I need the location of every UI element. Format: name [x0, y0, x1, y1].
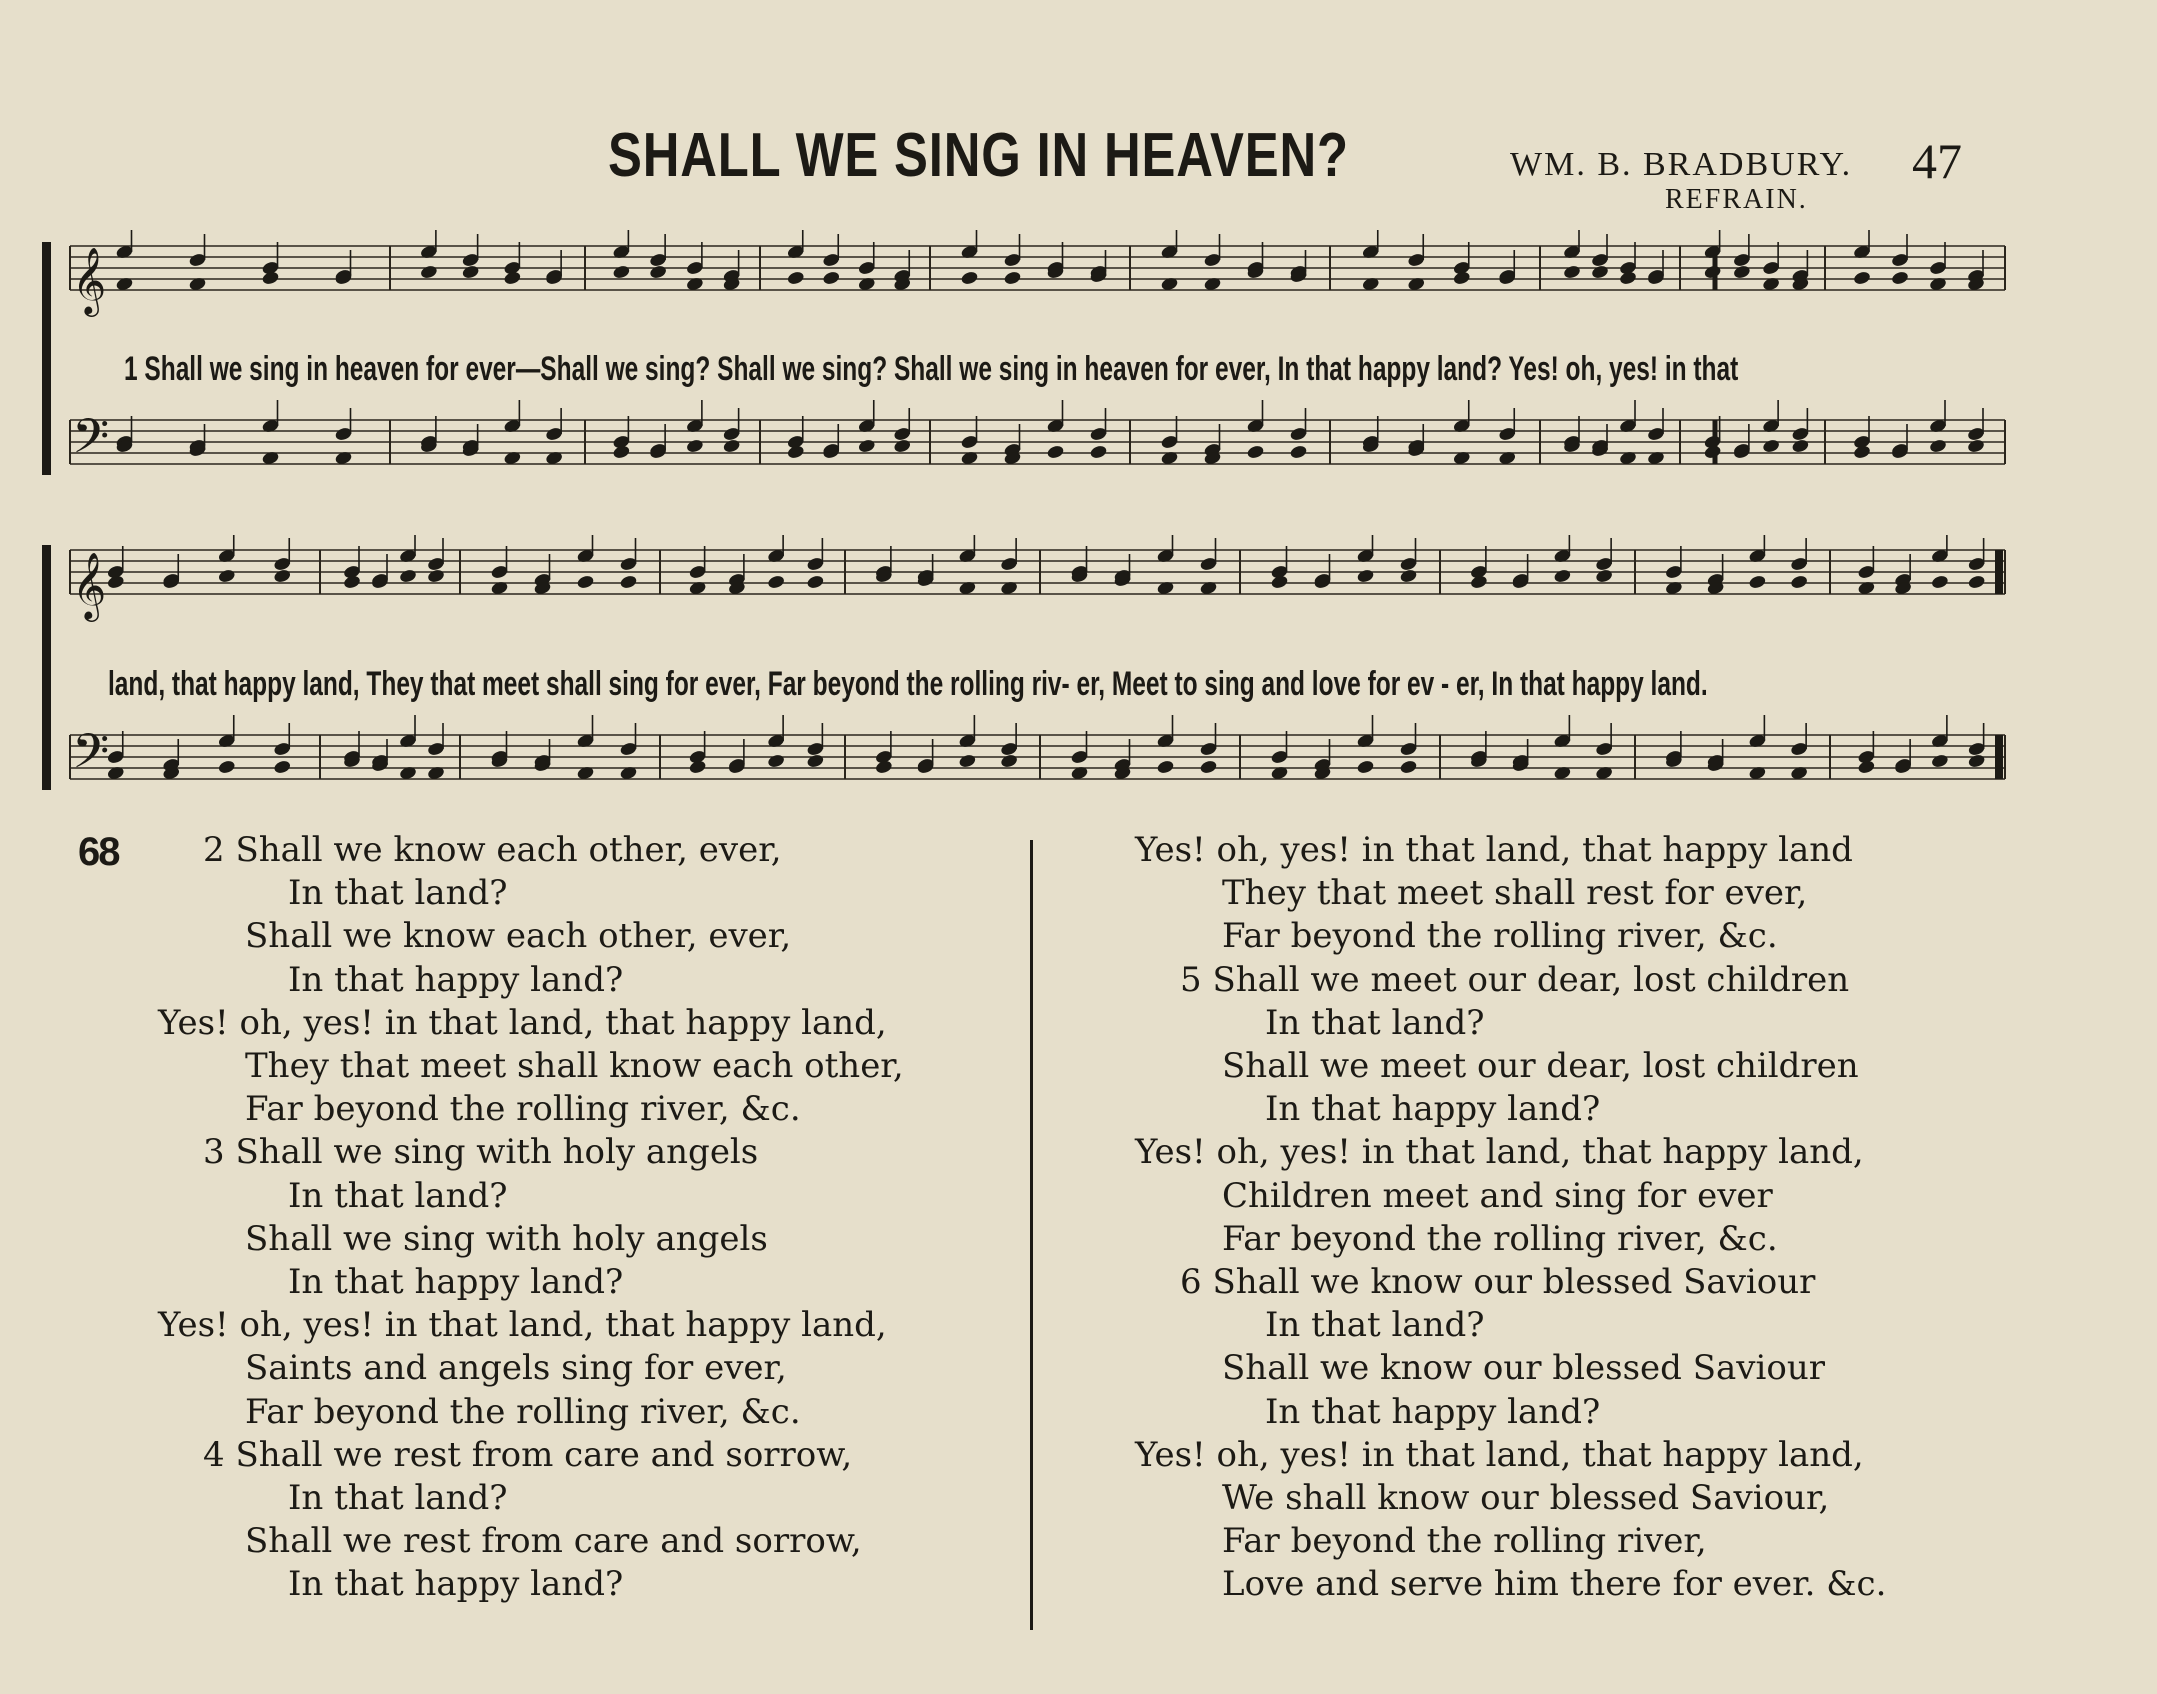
note-head: [1246, 444, 1265, 460]
note-head: [427, 568, 446, 584]
note-head: [688, 759, 707, 775]
note-head: [1619, 270, 1638, 286]
verse-line: Shall we meet our dear, lost children: [1222, 1046, 1859, 1086]
verse-line: 6 Shall we know our blessed Saviour: [1180, 1262, 1816, 1302]
note-head: [1857, 759, 1876, 775]
hymn-number: 68: [78, 830, 119, 874]
music-system-1: [40, 230, 2060, 490]
note-head: [1452, 270, 1471, 286]
note-head: [893, 438, 912, 454]
verse-line: In that land?: [1265, 1002, 1485, 1043]
note-head: [1469, 574, 1488, 590]
note-head: [874, 759, 893, 775]
note-head: [1356, 568, 1375, 584]
verse-line: In that land?: [288, 873, 508, 914]
note-head: [1967, 574, 1986, 590]
note-head: [343, 574, 362, 590]
composer-credit: WM. B. BRADBURY.: [1510, 146, 1853, 183]
system-2-lyric: land, that happy land, They that meet shall sing for ever, Far beyond the rolling riv- er, Meet to sing and love for ev - er, In that happy land.: [108, 665, 1708, 703]
note-head: [217, 759, 236, 775]
note-head: [767, 574, 786, 590]
page-number: 47: [1912, 133, 1962, 189]
verse-line: In that happy land?: [288, 959, 624, 1000]
note-head: [722, 438, 741, 454]
verse-line: Far beyond the rolling river,: [1222, 1521, 1707, 1562]
note-head: [767, 753, 786, 769]
note-head: [217, 568, 236, 584]
verse-line: In that land?: [1265, 1305, 1485, 1346]
note-head: [1563, 264, 1582, 280]
note-head: [786, 270, 805, 286]
treble-clef-icon: 𝄞: [72, 246, 107, 314]
verse-line: Yes! oh, yes! in that land, that happy land,: [1135, 1434, 1864, 1475]
verse-line: Yes! oh, yes! in that land, that happy land,: [158, 1305, 887, 1346]
note-head: [106, 574, 125, 590]
note-head: [685, 438, 704, 454]
hymn-title: SHALL WE SING IN HEAVEN?: [608, 121, 1349, 190]
note-head: [1289, 444, 1308, 460]
note-head: [1399, 568, 1418, 584]
note-head: [273, 568, 292, 584]
verse-line: Shall we know our blessed Saviour: [1222, 1348, 1825, 1389]
note-head: [1356, 759, 1375, 775]
note-head: [1967, 753, 1986, 769]
verse-line: Yes! oh, yes! in that land, that happy land: [1135, 830, 1853, 870]
note-head: [1791, 438, 1810, 454]
verse-line: Far beyond the rolling river, &c.: [1222, 916, 1778, 957]
note-head: [1270, 574, 1289, 590]
note-head: [399, 568, 418, 584]
note-head: [1762, 438, 1781, 454]
note-head: [576, 574, 595, 590]
note-head: [1790, 574, 1809, 590]
verse-line: Shall we know each other, ever,: [245, 916, 792, 957]
note-head: [1399, 759, 1418, 775]
note-head: [857, 438, 876, 454]
note-head: [806, 753, 825, 769]
note-head: [1595, 568, 1614, 584]
note-head: [960, 270, 979, 286]
music-system-2: [40, 535, 2060, 805]
column-divider: [1030, 840, 1033, 1630]
verse-line: Saints and angels sing for ever,: [245, 1348, 787, 1389]
note-head: [1930, 574, 1949, 590]
note-head: [1089, 444, 1108, 460]
note-head: [273, 759, 292, 775]
note-head: [1967, 438, 1986, 454]
note-head: [503, 270, 522, 286]
note-head: [461, 264, 480, 280]
note-head: [1000, 753, 1019, 769]
verse-line: Shall we rest from care and sorrow,: [245, 1521, 862, 1562]
verse-line: 4 Shall we rest from care and sorrow,: [203, 1434, 853, 1475]
verse-line: Far beyond the rolling river, &c.: [245, 1391, 801, 1432]
note-head: [806, 574, 825, 590]
note-head: [958, 753, 977, 769]
note-head: [1046, 444, 1065, 460]
note-head: [1853, 270, 1872, 286]
note-head: [1930, 753, 1949, 769]
note-head: [1591, 264, 1610, 280]
verse-line: In that land?: [288, 1175, 508, 1216]
verse-line: Yes! oh, yes! in that land, that happy land,: [158, 1002, 887, 1043]
system-brace: [42, 242, 51, 475]
bass-clef-icon: 𝄢: [72, 723, 110, 791]
verse-line: In that land?: [288, 1478, 508, 1518]
verse-line: Far beyond the rolling river, &c.: [1222, 1218, 1778, 1259]
note-head: [649, 264, 668, 280]
note-head: [786, 444, 805, 460]
note-head: [619, 574, 638, 590]
note-head: [1732, 264, 1751, 280]
note-head: [1003, 270, 1022, 286]
verse-line: We shall know our blessed Saviour,: [1222, 1478, 1830, 1518]
note-head: [1891, 270, 1910, 286]
note-head: [612, 264, 631, 280]
note-head: [1929, 438, 1948, 454]
verse-line: Far beyond the rolling river, &c.: [245, 1089, 801, 1130]
final-bar: [1995, 735, 2003, 779]
system-brace: [42, 545, 51, 790]
note-head: [1853, 444, 1872, 460]
note-head: [419, 264, 438, 280]
verse-line: In that happy land?: [1265, 1391, 1601, 1432]
verse-line: Yes! oh, yes! in that land, that happy land,: [1135, 1132, 1864, 1173]
note-head: [1553, 568, 1572, 584]
verse-line: 3 Shall we sing with holy angels: [203, 1132, 759, 1173]
verse-line: In that happy land?: [288, 1564, 624, 1605]
verse-line: Shall we sing with holy angels: [245, 1218, 768, 1259]
note-head: [261, 270, 280, 286]
final-bar: [1995, 550, 2003, 594]
bass-clef-icon: 𝄢: [72, 408, 110, 476]
verse-line: 5 Shall we meet our dear, lost children: [1180, 959, 1850, 1000]
verse-line: In that happy land?: [1265, 1089, 1601, 1130]
note-head: [822, 270, 841, 286]
note-head: [1748, 574, 1767, 590]
verse-line: Love and serve him there for ever. &c.: [1222, 1564, 1887, 1605]
note-head: [1199, 759, 1218, 775]
note-head: [612, 444, 631, 460]
note-head: [1156, 759, 1175, 775]
system-1-lyric: 1 Shall we sing in heaven for ever—Shall we sing? Shall we sing? Shall we sing in heaven for ever, In that happy land? Yes! oh, yes! in that: [124, 350, 1739, 388]
verse-line: 2 Shall we know each other, ever,: [203, 830, 782, 870]
verse-line: Children meet and sing for ever: [1222, 1175, 1773, 1216]
verse-line: They that meet shall rest for ever,: [1222, 873, 1808, 914]
verse-line: In that happy land?: [288, 1262, 624, 1302]
verse-line: They that meet shall know each other,: [245, 1046, 904, 1086]
refrain-marker: REFRAIN.: [1665, 184, 1808, 215]
treble-clef-icon: 𝄞: [72, 551, 107, 619]
